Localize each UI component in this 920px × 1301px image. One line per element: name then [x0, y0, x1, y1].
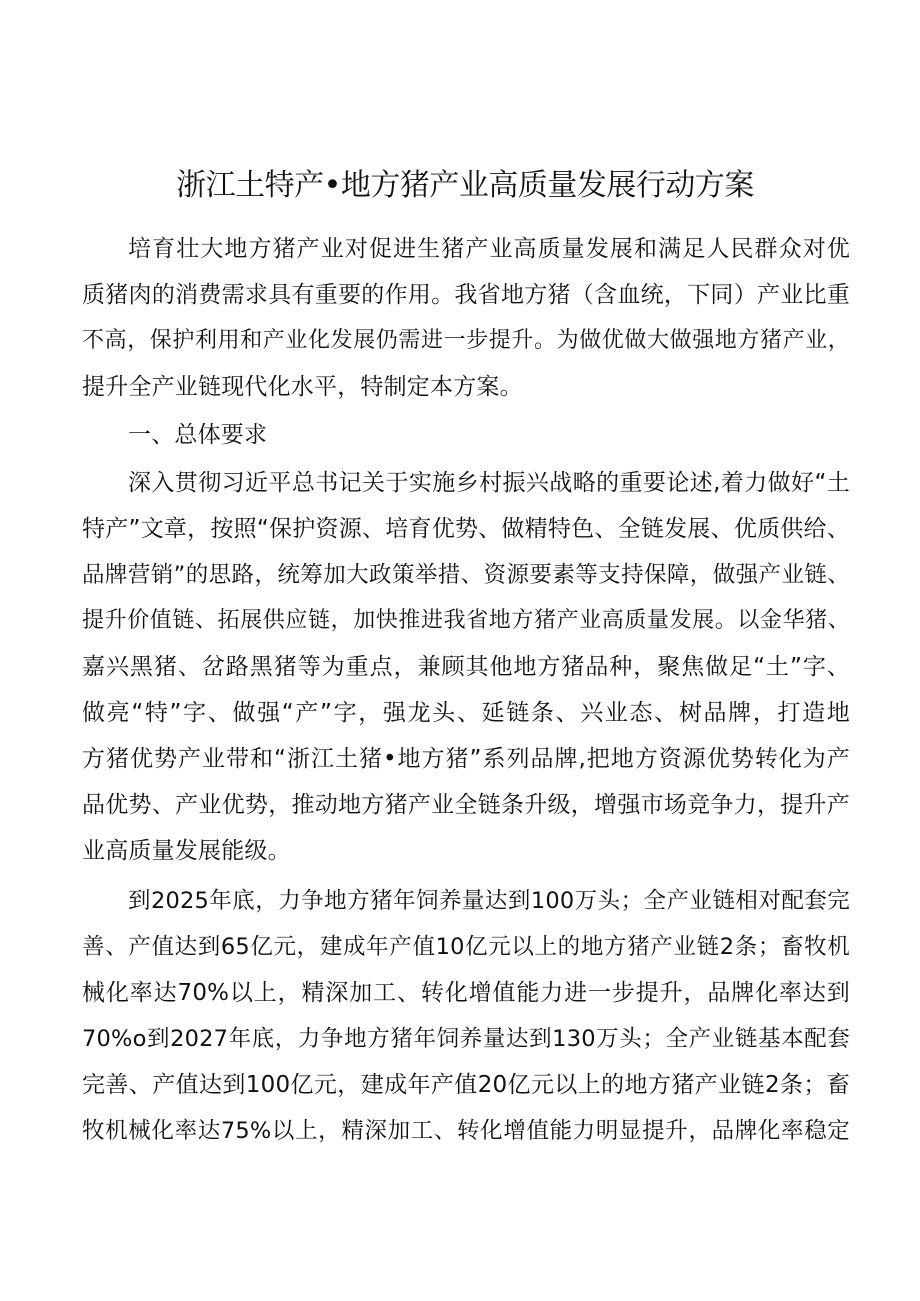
paragraph-line: 品优势、产业优势，推动地方猪产业全链条升级，增强市场竞争力，提升产 [82, 792, 850, 818]
paragraph-line: 械化率达70%以上，精深加工、转化增值能力进一步提升，品牌化率达到 [82, 980, 850, 1006]
document-title: 浙江土特产•地方猪产业高质量发展行动方案 [176, 168, 754, 203]
paragraph-line: 做亮“特”字、做强“产”字，强龙头、延链条、兴业态、树品牌，打造地 [82, 700, 850, 726]
paragraph-line: 牧机械化率达75%以上，精深加工、转化增值能力明显提升，品牌化率稳定 [82, 1118, 850, 1144]
paragraph-line: 70%o到2027年底，力争地方猪年饲养量达到130万头；全产业链基本配套 [82, 1026, 850, 1052]
intro-line: 不高，保护利用和产业化发展仍需进一步提升。为做优做大做强地方猪产业， [82, 328, 850, 353]
paragraph-line: 深入贯彻习近平总书记关于实施乡村振兴战略的重要论述,着力做好“土 [128, 470, 850, 496]
paragraph-line: 提升价值链、拓展供应链，加快推进我省地方猪产业高质量发展。以金华猪、 [82, 608, 850, 633]
paragraph-line: 完善、产值达到100亿元，建成年产值20亿元以上的地方猪产业链2条；畜 [82, 1072, 850, 1098]
paragraph-line: 嘉兴黑猪、岔路黑猪等为重点，兼顾其他地方猪品种，聚焦做足“土”字、 [82, 654, 850, 680]
intro-line: 提升全产业链现代化水平，特制定本方案。 [82, 374, 523, 400]
paragraph-line: 善、产值达到65亿元，建成年产值10亿元以上的地方猪产业链2条；畜牧机 [82, 934, 850, 960]
paragraph-line: 到2025年底，力争地方猪年饲养量达到100万头；全产业链相对配套完 [128, 888, 850, 914]
intro-line: 培育壮大地方猪产业对促进生猪产业高质量发展和满足人民群众对优 [128, 236, 850, 262]
paragraph-line: 特产”文章，按照“保护资源、培育优势、做精特色、全链发展、优质供给、 [82, 516, 850, 542]
paragraph-line: 方猪优势产业带和“浙江土猪•地方猪”系列品牌,把地方资源优势转化为产 [82, 746, 850, 772]
paragraph-line: 业高质量发展能级。 [82, 838, 291, 864]
paragraph-line: 品牌营销”的思路，统筹加大政策举措、资源要素等支持保障，做强产业链、 [82, 562, 850, 588]
section-heading: 一、总体要求 [128, 422, 268, 448]
intro-line: 质猪肉的消费需求具有重要的作用。我省地方猪（含血统，下同）产业比重 [82, 282, 850, 308]
